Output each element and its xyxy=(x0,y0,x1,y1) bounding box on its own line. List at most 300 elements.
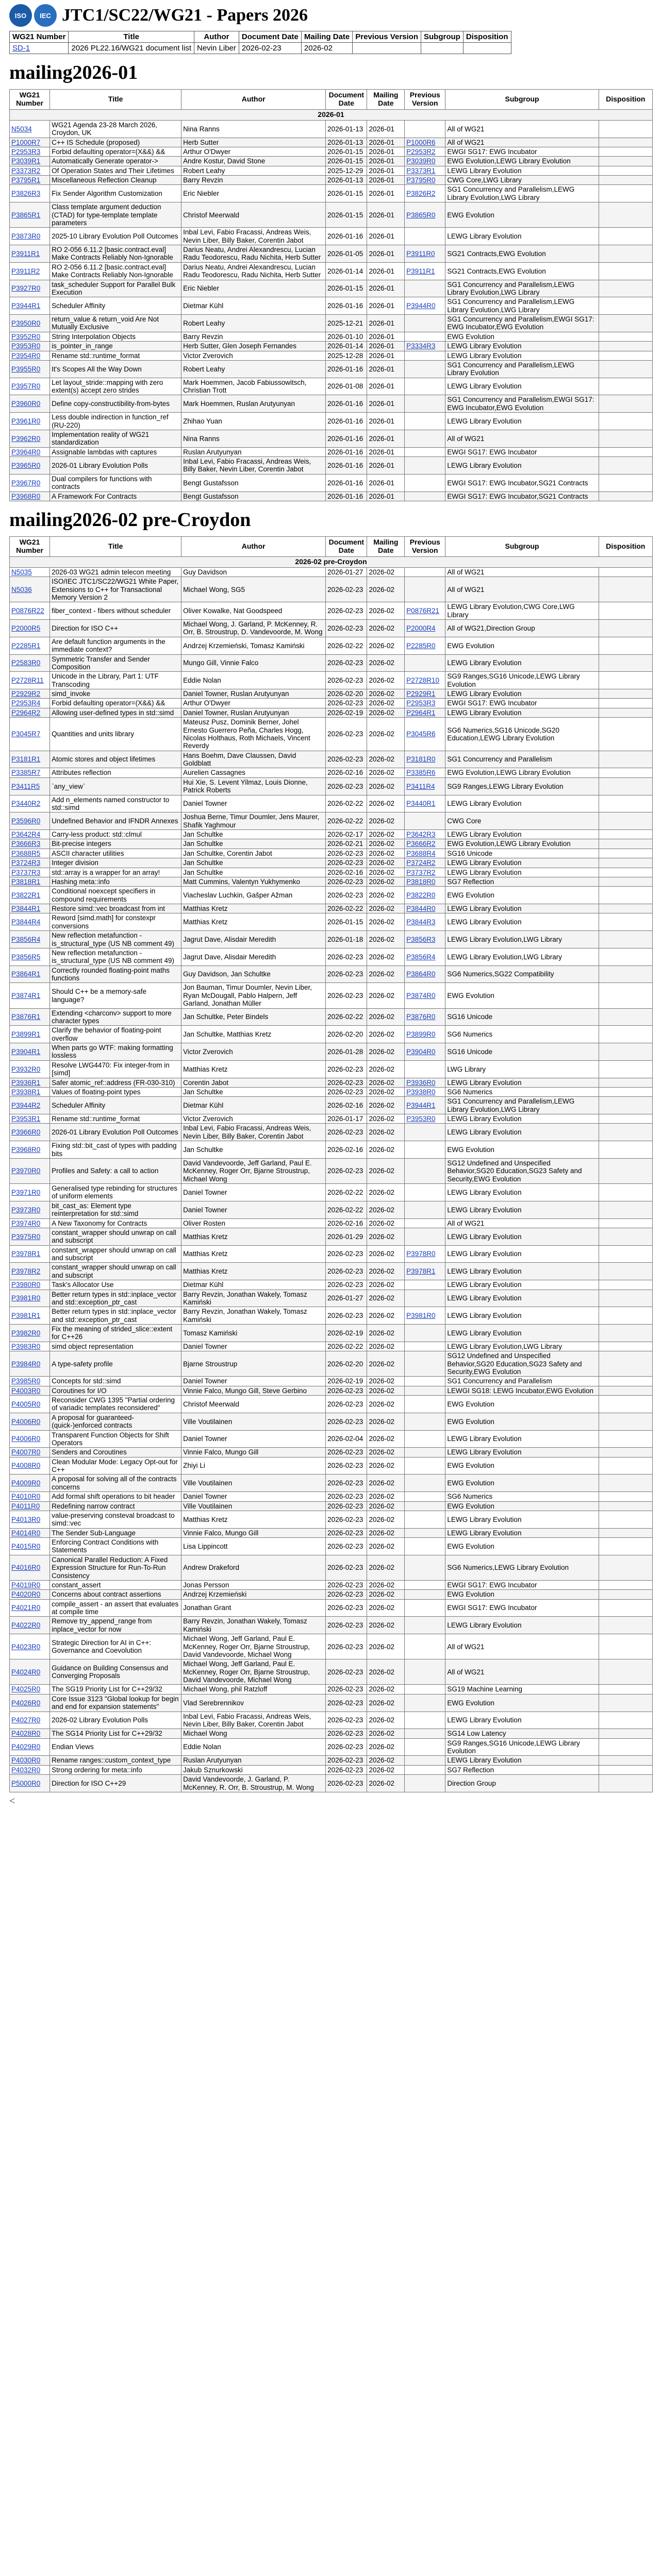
cell-num xyxy=(10,1599,50,1617)
paper-link[interactable]: P3938R1 xyxy=(11,1088,41,1096)
previous-version-link[interactable]: P3944R1 xyxy=(406,1101,436,1110)
table-row xyxy=(10,877,653,886)
paper-link[interactable]: P3865R1 xyxy=(11,211,41,219)
paper-link[interactable]: P4030R0 xyxy=(11,1756,41,1765)
cell-title: Task's Allocator Use xyxy=(50,1280,181,1290)
cell-mailing: 2026-02 xyxy=(367,1590,405,1599)
cell-title: is_pointer_in_range xyxy=(50,342,181,351)
cell-disposition xyxy=(599,413,652,430)
previous-version-link[interactable]: P3642R3 xyxy=(406,831,436,839)
cell-prev xyxy=(405,120,445,138)
cell-subgroup: SG14 Low Latency xyxy=(445,1729,599,1738)
cell-author: Matthias Kretz xyxy=(181,904,326,913)
cell-mailing: 2026-01 xyxy=(367,474,405,492)
cell-subgroup: SG21 Contracts,EWG Evolution xyxy=(445,262,599,280)
cell-date: 2026-02-22 xyxy=(326,904,367,913)
previous-version-link[interactable]: P3936R0 xyxy=(406,1078,436,1087)
paper-link[interactable]: P3985R0 xyxy=(11,1377,41,1385)
cell-subgroup: SG16 Unicode xyxy=(445,1008,599,1026)
cell-mailing: 2026-02 xyxy=(367,1158,405,1183)
cell-subgroup: LEWG Library Evolution xyxy=(445,378,599,395)
previous-version-link[interactable]: P3864R0 xyxy=(406,970,436,978)
paper-link[interactable]: P4029R0 xyxy=(11,1743,41,1751)
paper-link[interactable]: P3039R1 xyxy=(11,157,41,165)
paper-link[interactable]: P3974R0 xyxy=(11,1219,41,1227)
cell-prev xyxy=(405,839,445,849)
previous-version-link[interactable]: P3826R2 xyxy=(406,190,436,198)
cell-author: Hans Boehm, Dave Claussen, David Goldblatt xyxy=(181,751,326,768)
paper-link[interactable]: P3724R3 xyxy=(11,859,41,867)
cell-mailing: 2026-02 xyxy=(367,1078,405,1087)
page-title: JTC1/SC22/WG21 - Papers 2026 xyxy=(62,6,308,25)
paper-link[interactable]: P3181R1 xyxy=(11,755,41,764)
paper-link[interactable]: P3932R0 xyxy=(11,1065,41,1073)
cell-disposition xyxy=(599,672,652,689)
previous-version-link[interactable]: P2929R1 xyxy=(406,690,436,698)
paper-link[interactable]: P3826R3 xyxy=(11,190,41,198)
cell-mailing: 2026-02 xyxy=(367,1228,405,1245)
paper-link[interactable]: P3596R0 xyxy=(11,817,41,825)
previous-version-link[interactable]: P3856R3 xyxy=(406,935,436,943)
cell-subgroup: CWG Core xyxy=(445,812,599,830)
cell-subgroup: SG6 Numerics xyxy=(445,1026,599,1043)
cell-date: 2026-02-23 xyxy=(326,887,367,904)
cell-author: Daniel Towner xyxy=(181,1201,326,1218)
paper-link[interactable]: P3688R5 xyxy=(11,849,41,857)
paper-link[interactable]: P3952R0 xyxy=(11,332,41,341)
paper-link[interactable]: P3953R1 xyxy=(11,1115,41,1123)
cell-num xyxy=(10,699,50,708)
paper-link[interactable]: P4013R0 xyxy=(11,1515,41,1523)
cell-date: 2026-02-23 xyxy=(326,672,367,689)
cell-mailing: 2026-02 xyxy=(301,43,352,54)
cell-date: 2026-02-23 xyxy=(326,877,367,886)
paper-link[interactable]: P3440R2 xyxy=(11,800,41,808)
cell-subgroup: LEWG Library Evolution xyxy=(445,1756,599,1765)
paper-link[interactable]: P3385R7 xyxy=(11,769,41,777)
paper-link[interactable]: P2953R3 xyxy=(11,147,41,156)
cell-mailing: 2026-02 xyxy=(367,868,405,877)
cell-mailing: 2026-01 xyxy=(367,176,405,185)
previous-version-link[interactable]: P3844R3 xyxy=(406,918,436,926)
paper-link[interactable]: P3980R0 xyxy=(11,1281,41,1289)
previous-version-link[interactable]: P3440R1 xyxy=(406,800,436,808)
paper-link[interactable]: P4027R0 xyxy=(11,1716,41,1724)
paper-link[interactable]: P4006R0 xyxy=(11,1435,41,1443)
previous-version-link[interactable]: P3904R0 xyxy=(406,1047,436,1056)
cell-disposition xyxy=(599,1475,652,1492)
paper-link[interactable]: P3856R5 xyxy=(11,953,41,961)
cell-date: 2026-01-16 xyxy=(326,360,367,378)
cell-num xyxy=(10,858,50,868)
previous-version-link[interactable]: P0876R21 xyxy=(406,607,439,615)
column-header: Subgroup xyxy=(445,90,599,110)
table-row xyxy=(10,1694,653,1711)
cell-mailing: 2026-01 xyxy=(367,147,405,156)
cell-subgroup: EWG Evolution,LEWG Library Evolution xyxy=(445,157,599,166)
cell-author: Robert Leahy xyxy=(181,315,326,332)
previous-version-link[interactable]: P3911R0 xyxy=(406,249,435,258)
paper-link[interactable]: P3962R0 xyxy=(11,434,41,443)
cell-prev xyxy=(405,768,445,777)
cell-mailing: 2026-02 xyxy=(367,1729,405,1738)
cell-disposition xyxy=(599,904,652,913)
column-header: Subgroup xyxy=(445,536,599,556)
paper-link[interactable]: P3411R5 xyxy=(11,782,40,790)
cell-num xyxy=(10,948,50,965)
paper-link[interactable]: P4028R0 xyxy=(11,1730,41,1738)
previous-version-link[interactable]: P3181R0 xyxy=(406,755,436,764)
paper-link[interactable]: P3984R0 xyxy=(11,1360,41,1368)
table-row xyxy=(10,1756,653,1765)
cell-author: Darius Neatu, Andrei Alexandrescu, Lucian Radu Teodorescu, Radu Nichita, Herb Sutter xyxy=(181,245,326,263)
paper-link[interactable]: P3844R4 xyxy=(11,918,41,926)
cell-title: Strong ordering for meta::info xyxy=(50,1765,181,1774)
previous-version-link[interactable]: P3411R4 xyxy=(406,782,435,790)
cell-prev xyxy=(405,904,445,913)
paper-link[interactable]: P3666R3 xyxy=(11,840,41,848)
cell-subgroup: EWGI SG17: EWG Incubator,SG21 Contracts xyxy=(445,492,599,501)
previous-version-link[interactable]: P3724R2 xyxy=(406,859,436,867)
cell-prev xyxy=(405,413,445,430)
table-row xyxy=(10,1599,653,1617)
paper-link[interactable]: P4008R0 xyxy=(11,1462,41,1470)
paper-link[interactable]: P2964R2 xyxy=(11,708,41,717)
cell-disposition xyxy=(599,983,652,1008)
cell-prev xyxy=(405,457,445,474)
cell-num xyxy=(10,1475,50,1492)
paper-link[interactable]: P3983R0 xyxy=(11,1342,41,1350)
paper-link[interactable]: P3964R0 xyxy=(11,448,41,456)
paper-link[interactable]: N5035 xyxy=(11,568,32,576)
cell-disposition xyxy=(599,1060,652,1078)
paper-link[interactable]: P3822R1 xyxy=(11,891,41,900)
paper-link[interactable]: P3954R0 xyxy=(11,351,41,360)
cell-prev xyxy=(405,1026,445,1043)
paper-link[interactable]: P3904R1 xyxy=(11,1047,41,1056)
paper-link[interactable]: P4003R0 xyxy=(11,1386,41,1395)
paper-link[interactable]: P3965R0 xyxy=(11,461,41,469)
cell-title: Rename std::runtime_format xyxy=(50,1114,181,1124)
cell-num xyxy=(10,1538,50,1555)
previous-version-link[interactable]: P3666R2 xyxy=(406,840,436,848)
paper-link[interactable]: P2929R2 xyxy=(11,690,41,698)
cell-num xyxy=(10,1580,50,1589)
paper-link[interactable]: P4023R0 xyxy=(11,1642,41,1651)
cell-disposition xyxy=(599,360,652,378)
cell-num xyxy=(10,1694,50,1711)
paper-link[interactable]: P3966R0 xyxy=(11,1128,41,1137)
cell-author: Ruslan Arutyunyan xyxy=(181,447,326,456)
previous-version-link[interactable]: P3865R0 xyxy=(406,211,436,219)
previous-version-link[interactable]: P3688R4 xyxy=(406,849,436,857)
cell-title: Of Operation States and Their Lifetimes xyxy=(50,166,181,175)
paper-link[interactable]: P3968R0 xyxy=(11,1145,41,1154)
cell-subgroup: Direction Group xyxy=(445,1775,599,1792)
paper-link[interactable]: P4016R0 xyxy=(11,1564,41,1572)
cell-mailing: 2026-02 xyxy=(367,849,405,858)
previous-version-link[interactable]: P3045R6 xyxy=(406,730,436,738)
paper-link[interactable]: P3970R0 xyxy=(11,1167,41,1175)
table-row xyxy=(10,672,653,689)
cell-title: New reflection metafunction - is_structural_type (US NB comment 49) xyxy=(50,931,181,948)
paper-link[interactable]: P3978R2 xyxy=(11,1267,41,1276)
cell-date: 2026-02-16 xyxy=(326,868,367,877)
cell-title: Symmetric Transfer and Sender Composition xyxy=(50,654,181,672)
previous-version-link[interactable]: P2953R2 xyxy=(406,147,436,156)
cell-prev xyxy=(405,1756,445,1765)
paper-link[interactable]: P4007R0 xyxy=(11,1448,41,1456)
paper-link[interactable]: P2728R11 xyxy=(11,676,44,685)
previous-version-link[interactable]: P3938R0 xyxy=(406,1088,436,1096)
cell-date: 2026-01-15 xyxy=(326,185,367,202)
cell-title: Should C++ be a memory-safe language? xyxy=(50,983,181,1008)
previous-version-link[interactable]: P3874R0 xyxy=(406,991,436,999)
cell-author: Matt Cummins, Valentyn Yukhymenko xyxy=(181,877,326,886)
cell-author: Jan Schultke xyxy=(181,839,326,849)
previous-version-link[interactable]: P3039R0 xyxy=(406,157,436,165)
paper-link[interactable]: P3957R0 xyxy=(11,382,41,391)
paper-link[interactable]: P3795R1 xyxy=(11,176,41,184)
previous-version-link[interactable]: P2000R4 xyxy=(406,624,436,632)
paper-link[interactable]: P4026R0 xyxy=(11,1699,41,1707)
cell-subgroup: LEWG Library Evolution xyxy=(445,1307,599,1325)
cell-author: Zhiyi Li xyxy=(181,1457,326,1475)
previous-version-link[interactable]: P3899R0 xyxy=(406,1030,436,1039)
cell-mailing: 2026-01 xyxy=(367,360,405,378)
cell-prev xyxy=(405,228,445,245)
cell-author: Mungo Gill, Vinnie Falco xyxy=(181,654,326,672)
cell-prev xyxy=(405,378,445,395)
cell-date: 2026-02-23 xyxy=(326,602,367,620)
scroll-left-arrow[interactable]: < xyxy=(9,1795,15,1807)
paper-link[interactable]: P3876R1 xyxy=(11,1013,41,1021)
cell-author: Jan Schultke, Corentin Jabot xyxy=(181,849,326,858)
cell-subgroup: LEWG Library Evolution xyxy=(445,1228,599,1245)
cell-date: 2026-02-20 xyxy=(326,689,367,699)
paper-link[interactable]: SD-1 xyxy=(12,44,30,53)
paper-link[interactable]: P3856R4 xyxy=(11,935,41,943)
table-row xyxy=(10,577,653,602)
paper-link[interactable]: P3737R3 xyxy=(11,868,41,876)
paper-link[interactable]: P4009R0 xyxy=(11,1479,41,1487)
paper-link[interactable]: P3982R0 xyxy=(11,1329,41,1337)
paper-link[interactable]: P3960R0 xyxy=(11,400,41,408)
cell-disposition xyxy=(599,1351,652,1377)
paper-link[interactable]: P4005R0 xyxy=(11,1400,41,1408)
cell-prev xyxy=(405,620,445,637)
previous-version-link[interactable]: P3373R1 xyxy=(406,166,436,175)
cell-prev xyxy=(405,567,445,577)
cell-num xyxy=(10,1430,50,1448)
cell-author: Michael Wong, J. Garland, P. McKenney, R. Orr, B. Stroustrup, D. Vandevoorde, M. Wong xyxy=(181,620,326,637)
paper-link[interactable]: P3950R0 xyxy=(11,319,41,327)
cell-subgroup: SG16 Unicode xyxy=(445,1043,599,1061)
cell-num xyxy=(10,185,50,202)
mailing-heading: mailing2026-01 xyxy=(9,62,138,83)
paper-link[interactable]: P4025R0 xyxy=(11,1685,41,1693)
cell-date: 2026-02-23 xyxy=(326,1617,367,1634)
cell-mailing: 2026-02 xyxy=(367,1060,405,1078)
previous-version-link[interactable]: P3385R6 xyxy=(406,769,436,777)
cell-disposition xyxy=(599,1386,652,1395)
cell-mailing: 2026-02 xyxy=(367,1492,405,1501)
paper-link[interactable]: P1000R7 xyxy=(11,138,41,146)
paper-link[interactable]: P3953R0 xyxy=(11,342,41,350)
cell-date: 2026-02-16 xyxy=(326,768,367,777)
paper-link[interactable]: P5000R0 xyxy=(11,1779,41,1787)
previous-version-link[interactable]: P2285R0 xyxy=(406,641,436,650)
cell-disposition xyxy=(599,492,652,501)
paper-link[interactable]: P2583R0 xyxy=(11,659,41,667)
cell-title: compile_assert - an assert that evaluates at compile time xyxy=(50,1599,181,1617)
paper-link[interactable]: N5036 xyxy=(11,585,32,594)
paper-link[interactable]: P3975R0 xyxy=(11,1232,41,1241)
cell-num xyxy=(10,1325,50,1342)
paper-link[interactable]: P3844R1 xyxy=(11,905,41,913)
cell-prev xyxy=(405,332,445,341)
previous-version-link[interactable]: P3334R3 xyxy=(406,342,436,350)
previous-version-link[interactable]: P2964R1 xyxy=(406,708,436,717)
previous-version-link[interactable]: P3978R0 xyxy=(406,1250,436,1258)
cell-mailing: 2026-02 xyxy=(367,1087,405,1096)
paper-link[interactable]: P3981R1 xyxy=(11,1312,41,1320)
previous-version-link[interactable]: P3978R1 xyxy=(406,1267,436,1276)
cell-date: 2026-02-23 xyxy=(326,1263,367,1280)
previous-version-link[interactable]: P3856R4 xyxy=(406,953,436,961)
paper-link[interactable]: P3642R4 xyxy=(11,831,41,839)
paper-link[interactable]: P3864R1 xyxy=(11,970,41,978)
cell-title: Hashing meta::info xyxy=(50,877,181,886)
cell-title: task_scheduler Support for Parallel Bulk Execution xyxy=(50,280,181,297)
paper-link[interactable]: P3927R0 xyxy=(11,284,41,293)
paper-link[interactable]: P3373R2 xyxy=(11,166,41,175)
cell-title: Allowing user-defined types in std::simd xyxy=(50,708,181,717)
table-row xyxy=(10,176,653,185)
previous-version-link[interactable]: P3795R0 xyxy=(406,176,436,184)
paper-link[interactable]: P2285R1 xyxy=(11,641,41,650)
paper-link[interactable]: P4024R0 xyxy=(11,1668,41,1676)
paper-link[interactable]: P3967R0 xyxy=(11,479,41,487)
cell-title: Concepts for std::simd xyxy=(50,1377,181,1386)
paper-link[interactable]: P3045R7 xyxy=(11,730,41,738)
paper-link[interactable]: P3911R2 xyxy=(11,267,40,275)
cell-author: Bengt Gustafsson xyxy=(181,492,326,501)
previous-version-link[interactable]: P3822R0 xyxy=(406,891,436,900)
previous-version-link[interactable]: P3818R0 xyxy=(406,877,436,886)
paper-link[interactable]: P2953R4 xyxy=(11,699,41,707)
cell-title: constant_wrapper should unwrap on call and subscript xyxy=(50,1263,181,1280)
paper-link[interactable]: P3873R0 xyxy=(11,232,41,241)
paper-link[interactable]: P4010R0 xyxy=(11,1493,41,1501)
cell-disposition xyxy=(599,699,652,708)
cell-disposition xyxy=(599,1501,652,1511)
previous-version-link[interactable]: P3953R0 xyxy=(406,1115,436,1123)
table-row xyxy=(10,1590,653,1599)
paper-link[interactable]: P3936R1 xyxy=(11,1078,41,1087)
paper-link[interactable]: P4014R0 xyxy=(11,1529,41,1537)
paper-link[interactable]: N5034 xyxy=(11,125,32,133)
cell-disposition xyxy=(599,185,652,202)
paper-link[interactable]: P3971R0 xyxy=(11,1188,41,1196)
paper-link[interactable]: P4006R0 xyxy=(11,1417,41,1426)
cell-mailing: 2026-01 xyxy=(367,202,405,228)
paper-link[interactable]: P4019R0 xyxy=(11,1581,41,1589)
paper-link[interactable]: P2000R5 xyxy=(11,624,41,632)
paper-link[interactable]: P0876R22 xyxy=(11,607,44,615)
paper-link[interactable]: P4021R0 xyxy=(11,1604,41,1612)
previous-version-link[interactable]: P1000R6 xyxy=(406,138,436,146)
cell-title: Coroutines for I/O xyxy=(50,1386,181,1395)
cell-subgroup: EWG Evolution xyxy=(445,332,599,341)
previous-version-link[interactable]: P2728R10 xyxy=(406,676,439,685)
paper-link[interactable]: P3961R0 xyxy=(11,417,41,425)
cell-subgroup: SG9 Ranges,SG16 Unicode,LEWG Library Evolution xyxy=(445,672,599,689)
cell-disposition xyxy=(599,1307,652,1325)
cell-title: When parts go WTF: making formatting lossless xyxy=(50,1043,181,1061)
cell-num xyxy=(10,1290,50,1307)
paper-link[interactable]: P3944R1 xyxy=(11,302,41,310)
paper-link[interactable]: P3818R1 xyxy=(11,877,41,886)
paper-link[interactable]: P4022R0 xyxy=(11,1621,41,1630)
paper-link[interactable]: P4015R0 xyxy=(11,1542,41,1550)
cell-disposition xyxy=(599,1694,652,1711)
previous-version-link[interactable]: P3911R1 xyxy=(406,267,435,275)
paper-link[interactable]: P3973R0 xyxy=(11,1206,41,1214)
previous-version-link[interactable]: P3737R2 xyxy=(406,868,436,876)
cell-author: Christof Meerwald xyxy=(181,202,326,228)
paper-link[interactable]: P4020R0 xyxy=(11,1590,41,1599)
paper-link[interactable]: P4011R0 xyxy=(11,1502,40,1510)
cell-title: Miscellaneous Reflection Cleanup xyxy=(50,176,181,185)
previous-version-link[interactable]: P3944R0 xyxy=(406,302,436,310)
cell-num xyxy=(10,602,50,620)
cell-subgroup: EWGI SG17: EWG Incubator xyxy=(445,447,599,456)
paper-link[interactable]: P3911R1 xyxy=(11,249,40,258)
paper-link[interactable]: P3955R0 xyxy=(11,365,41,373)
previous-version-link[interactable]: P3876R0 xyxy=(406,1013,436,1021)
cell-disposition xyxy=(599,378,652,395)
cell-num xyxy=(10,1078,50,1087)
cell-disposition xyxy=(599,1413,652,1430)
paper-link[interactable]: P4032R0 xyxy=(11,1766,41,1774)
paper-link[interactable]: P3981R0 xyxy=(11,1294,41,1302)
previous-version-link[interactable]: P3981R0 xyxy=(406,1312,436,1320)
cell-mailing: 2026-02 xyxy=(367,931,405,948)
previous-version-link[interactable]: P3844R0 xyxy=(406,905,436,913)
cell-disposition xyxy=(599,1599,652,1617)
paper-link[interactable]: P3899R1 xyxy=(11,1030,41,1039)
cell-num xyxy=(10,1765,50,1774)
iec-logo: IEC xyxy=(34,4,57,27)
cell-mailing: 2026-01 xyxy=(367,262,405,280)
cell-mailing: 2026-02 xyxy=(367,1617,405,1634)
table-row xyxy=(10,1078,653,1087)
column-header: Author xyxy=(181,536,326,556)
cell-date: 2026-02-23 xyxy=(326,1756,367,1765)
cell-subgroup: SG6 Numerics,SG22 Compatibility xyxy=(445,965,599,983)
cell-date: 2026-02-22 xyxy=(326,637,367,654)
paper-link[interactable]: P3944R2 xyxy=(11,1101,41,1110)
paper-link[interactable]: P3874R1 xyxy=(11,991,41,999)
cell-date: 2025-12-28 xyxy=(326,351,367,360)
previous-version-link[interactable]: P2953R3 xyxy=(406,699,436,707)
cell-date: 2026-02-23 xyxy=(326,1765,367,1774)
paper-link[interactable]: P3968R0 xyxy=(11,492,41,500)
cell-author: Jakub Sznurkowski xyxy=(181,1765,326,1774)
cell-mailing: 2026-02 xyxy=(367,877,405,886)
paper-link[interactable]: P3978R1 xyxy=(11,1250,41,1258)
